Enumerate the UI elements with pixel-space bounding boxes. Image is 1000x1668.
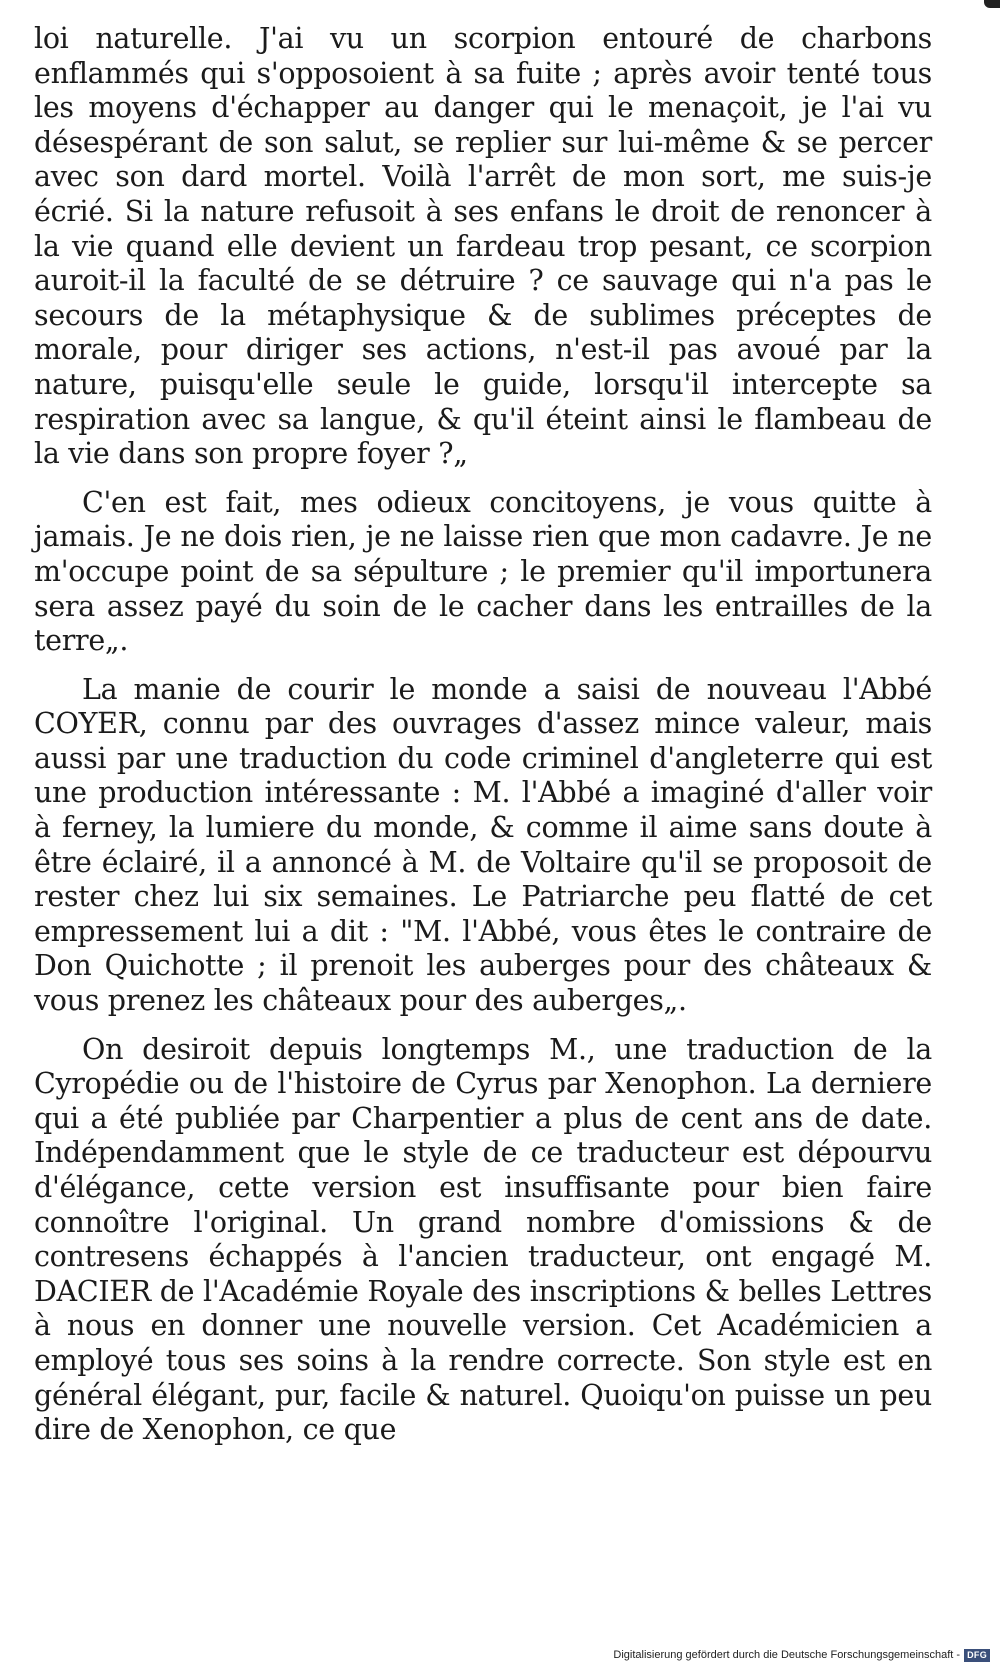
paragraph-3: La manie de courir le monde a saisi de nouveau l'Abbé COYER, connu par des ouvrages d'assez mince valeur, mais aussi par une traduction du code criminel d'angleterre qui est une production intéressante : M. l'Abbé a imaginé d'aller voir à ferney, la lumiere du monde, & comme il aime sans doute à être éclairé, il a annoncé à M. de Voltaire qu'il se proposoit de rester chez lui six semaines. Le Patriarche peu flatté de cet empressement lui a dit : "M. l'Abbé, vous êtes le contraire de Don Quichotte ; il prenoit les auberges pour des châteaux & vous prenez les châteaux pour des auberges„. bbox=[34, 672, 932, 1018]
page-edge-mark bbox=[984, 0, 1000, 8]
digitization-footer bbox=[613, 1646, 990, 1664]
paragraph-1: loi naturelle. J'ai vu un scorpion entouré de charbons enflammés qui s'opposoient à sa fuite ; après avoir tenté tous les moyens d'échapper au danger qui le menaçoit, je l'ai vu désespérant de son salut, se replier sur lui-même & se percer avec son dard mortel. Voilà l'arrêt de mon sort, me suis-je écrié. Si la nature refusoit à ses enfans le droit de renoncer à la vie quand elle devient un fardeau trop pesant, ce scorpion auroit-il la faculté de se détruire ? ce sauvage qui n'a pas le secours de la métaphysique & de sublimes préceptes de morale, pour diriger ses actions, n'est-il pas avoué par la nature, puisqu'elle seule le guide, lorsqu'il intercepte sa respiration avec sa langue, & qu'il éteint ainsi le flambeau de la vie dans son propre foyer ?„ bbox=[34, 22, 932, 471]
paragraph-4: On desiroit depuis longtemps M., une traduction de la Cyropédie ou de l'histoire de Cyrus par Xenophon. La derniere qui a été publiée par Charpentier a plus de cent ans de date. Indépendamment que le style de ce traducteur est dépourvu d'élégance, cette version est insuffisante pour bien faire connoître l'original. Un grand nombre d'omissions & de contresens échappés à l'ancien traducteur, ont engagé M. DACIER de l'Académie Royale des inscriptions & belles Lettres à nous en donner une nouvelle version. Cet Académicien a employé tous ses soins à la rendre correcte. Son style est en général élégant, pur, facile & naturel. Quoiqu'on puisse un peu dire de Xenophon, ce que bbox=[34, 1032, 932, 1447]
paragraph-2: C'en est fait, mes odieux concitoyens, je vous quitte à jamais. Je ne dois rien, je ne laisse rien que mon cadavre. Je ne m'occupe point de sa sépulture ; le premier qu'il importunera sera assez payé du soin de le cacher dans les entrailles de la terre„. bbox=[34, 485, 932, 658]
page-text bbox=[34, 22, 932, 1462]
footer-text: Digitalisierung gefördert durch die Deutsche Forschungsgemeinschaft - bbox=[613, 1649, 961, 1661]
dfg-logo: DFG bbox=[964, 1649, 990, 1662]
